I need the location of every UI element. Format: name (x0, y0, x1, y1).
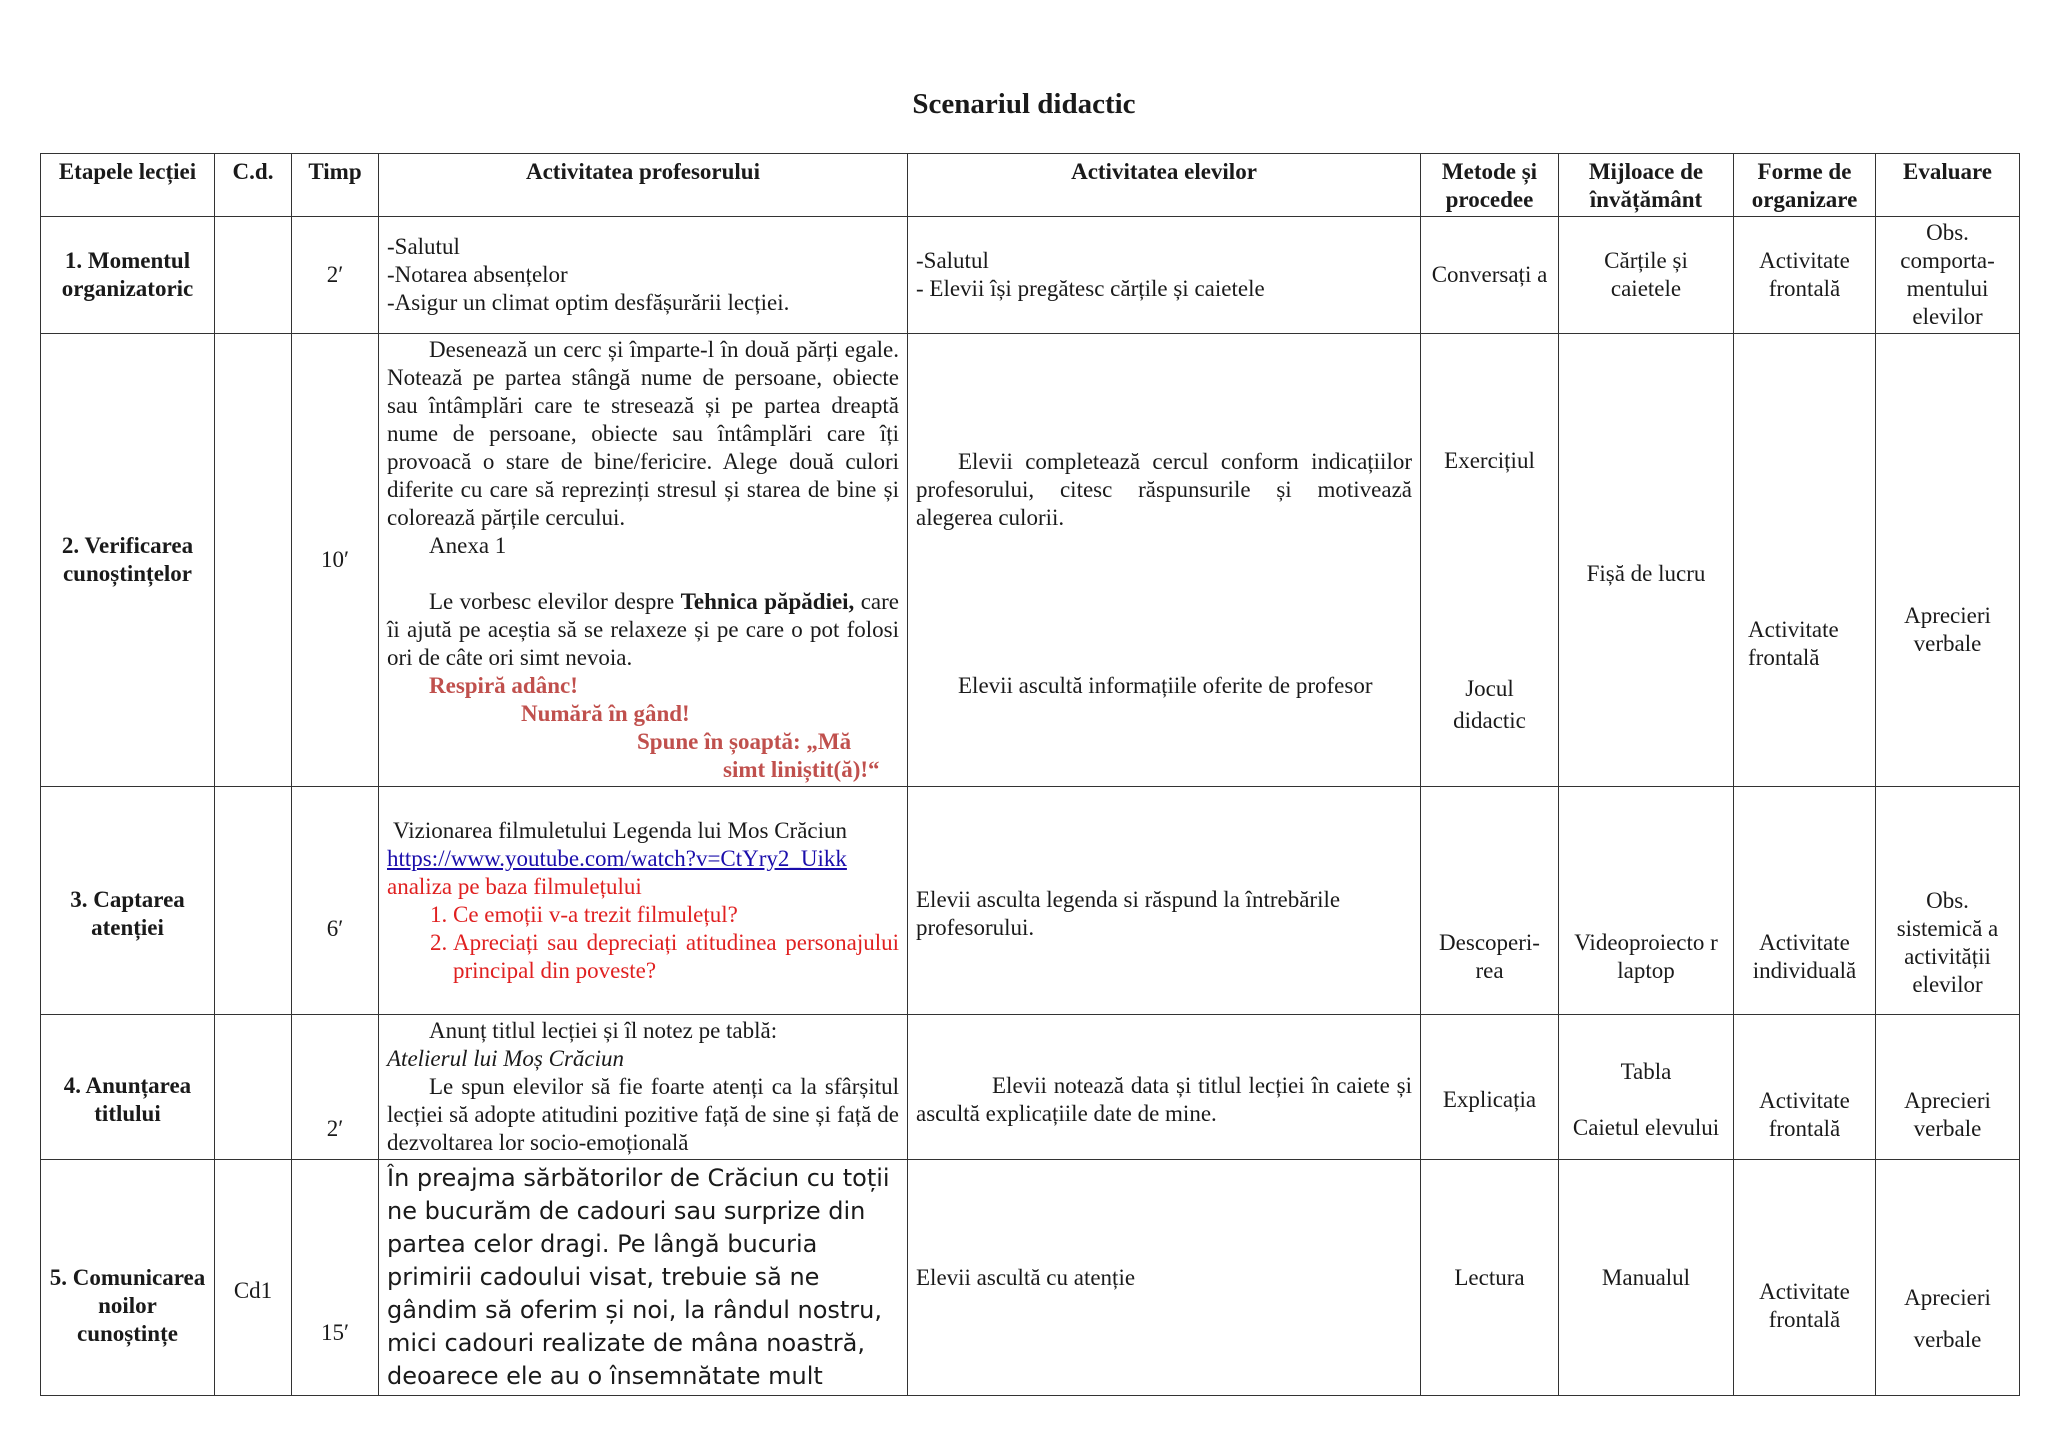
header-elevi: Activitatea elevilor (908, 154, 1421, 217)
prof-cell: Desenează un cerc și împarte-l în două părți egale. Notează pe partea stângă nume de persoane, obiecte sau întâmplări care te stresează și pe partea dreaptă nume de persoane, obiecte sau întâmplări care îți provoacă o stare de bine/fericire. Alege două culori diferite cu care să reprezinți stresul și starea de bine și colorează părțile cercului. Anexa 1 Le vorbesc elevilor despre Tehnica păpădiei, care îi ajută pe aceștia să se relaxeze și pe care o pot folosi ori de câte ori simt nevoia. Respiră adânc! Numără în gând! Spune în șoaptă: „Mă simt liniștit(ă)!“ (379, 334, 908, 787)
header-row (41, 154, 2020, 217)
table-row (41, 334, 2020, 787)
elevi-cell: -Salutul - Elevii își pregătesc cărțile și caietele (908, 217, 1421, 334)
elevi-cell: Elevii notează data și titlul lecției în caiete și ascultă explicațiile date de mine. (908, 1015, 1421, 1160)
lesson-table (40, 153, 2020, 1396)
metode-cell: Explicația (1421, 1015, 1559, 1160)
elevi-cell: Elevii completează cercul conform indicațiilor profesorului, citesc răspunsurile și motivează alegerea culorii. Elevii ascultă informațiile oferite de profesor (908, 334, 1421, 787)
mijloace-cell: Tabla Caietul elevului (1559, 1015, 1734, 1160)
prof-cell: În preajma sărbătorilor de Crăciun cu toții ne bucurăm de cadouri sau surprize din partea celor dragi. Pe lângă bucuria primirii cadoului visat, trebuie să ne gândim să oferim și noi, la rândul nostru, mici cadouri realizate de mâna noastră, deoarece ele au o însemnătate mult (379, 1160, 908, 1396)
forme-cell: Activitate individuală (1734, 787, 1876, 1015)
prof-cell: Anunț titlul lecției și îl notez pe tablă: Atelierul lui Moș Crăciun Le spun elevilor să fie foarte atenți ca la sfârșitul lecției să adopte atitudini pozitive față de sine și față de dezvoltarea lor socio-emoțională (379, 1015, 908, 1160)
mijloace-cell: Fișă de lucru (1559, 334, 1734, 787)
timp-cell: 10′ (292, 334, 379, 787)
stage-cell: 3. Captarea atenției (41, 787, 215, 1015)
document-title: Scenariul didactic (912, 88, 1136, 120)
header-profesor: Activitatea profesorului (379, 154, 908, 217)
stage-cell: 4. Anunțarea titlului (41, 1015, 215, 1160)
dandelion-step-4: simt liniștit(ă)!“ (723, 757, 880, 782)
evaluare-cell: Aprecieri verbale (1876, 1015, 2020, 1160)
question-list: 1. Ce emoții v-a trezit filmulețul? 2. Apreciați sau depreciați atitudinea personajului principal din poveste? (387, 901, 899, 985)
header-mijloace: Mijloace de învățământ (1559, 154, 1734, 217)
forme-cell: Activitate frontală (1734, 217, 1876, 334)
forme-cell: Activitate frontală (1734, 1160, 1876, 1396)
forme-cell: Activitate frontală (1734, 1015, 1876, 1160)
cd-cell (215, 787, 292, 1015)
prof-cell: Vizionarea filmuletului Legenda lui Mos Crăciun https://www.youtube.com/watch?v=CtYry2_Uikk analiza pe baza filmulețului 1. Ce emoții v-a trezit filmulețul? 2. Apreciați sau depreciați atitudinea personajului principal din poveste? (379, 787, 908, 1015)
metode-cell: Descoperi- rea (1421, 787, 1559, 1015)
header-metode: Metode și procedee (1421, 154, 1559, 217)
metode-cell: Lectura (1421, 1160, 1559, 1396)
timp-cell: 6′ (292, 787, 379, 1015)
dandelion-step-1: Respiră adânc! (429, 673, 578, 698)
stage-cell: 5. Comunicarea noilor cunoștințe (41, 1160, 215, 1396)
evaluare-cell: Obs. comporta- mentului elevilor (1876, 217, 2020, 334)
elevi-cell: Elevii ascultă cu atenție (908, 1160, 1421, 1396)
stage-cell: 2. Verificarea cunoștințelor (41, 334, 215, 787)
evaluare-cell: Aprecieri verbale (1876, 1160, 2020, 1396)
mijloace-cell: Videoproiecto r laptop (1559, 787, 1734, 1015)
stage-cell: 1. Momentul organizatoric (41, 217, 215, 334)
forme-cell: Activitate frontală (1734, 334, 1876, 787)
prof-cell: -Salutul -Notarea absențelor -Asigur un climat optim desfășurării lecției. (379, 217, 908, 334)
cd-cell (215, 334, 292, 787)
dandelion-step-3: Spune în șoaptă: „Mă (637, 729, 852, 754)
evaluare-cell: Aprecieri verbale (1876, 334, 2020, 787)
mijloace-cell: Manualul (1559, 1160, 1734, 1396)
youtube-link[interactable]: https://www.youtube.com/watch?v=CtYry2_Uikk (387, 845, 847, 871)
header-cd: C.d. (215, 154, 292, 217)
metode-cell: Conversați a (1421, 217, 1559, 334)
dandelion-step-2: Numără în gând! (521, 701, 690, 726)
header-evaluare: Evaluare (1876, 154, 2020, 217)
cd-cell (215, 217, 292, 334)
cd-cell: Cd1 (215, 1160, 292, 1396)
metode-cell: Exercițiul Jocul didactic (1421, 334, 1559, 787)
header-etape: Etapele lecției (41, 154, 215, 217)
evaluare-cell: Obs. sistemică a activității elevilor (1876, 787, 2020, 1015)
header-forme: Forme de organizare (1734, 154, 1876, 217)
table-row (41, 1015, 2020, 1160)
table-row (41, 787, 2020, 1015)
table-row (41, 217, 2020, 334)
cd-cell (215, 1015, 292, 1160)
elevi-cell: Elevii asculta legenda si răspund la întrebările profesorului. (908, 787, 1421, 1015)
table-row (41, 1160, 2020, 1396)
header-timp: Timp (292, 154, 379, 217)
mijloace-cell: Cărțile și caietele (1559, 217, 1734, 334)
timp-cell: 2′ (292, 217, 379, 334)
timp-cell: 15′ (292, 1160, 379, 1396)
timp-cell: 2′ (292, 1015, 379, 1160)
